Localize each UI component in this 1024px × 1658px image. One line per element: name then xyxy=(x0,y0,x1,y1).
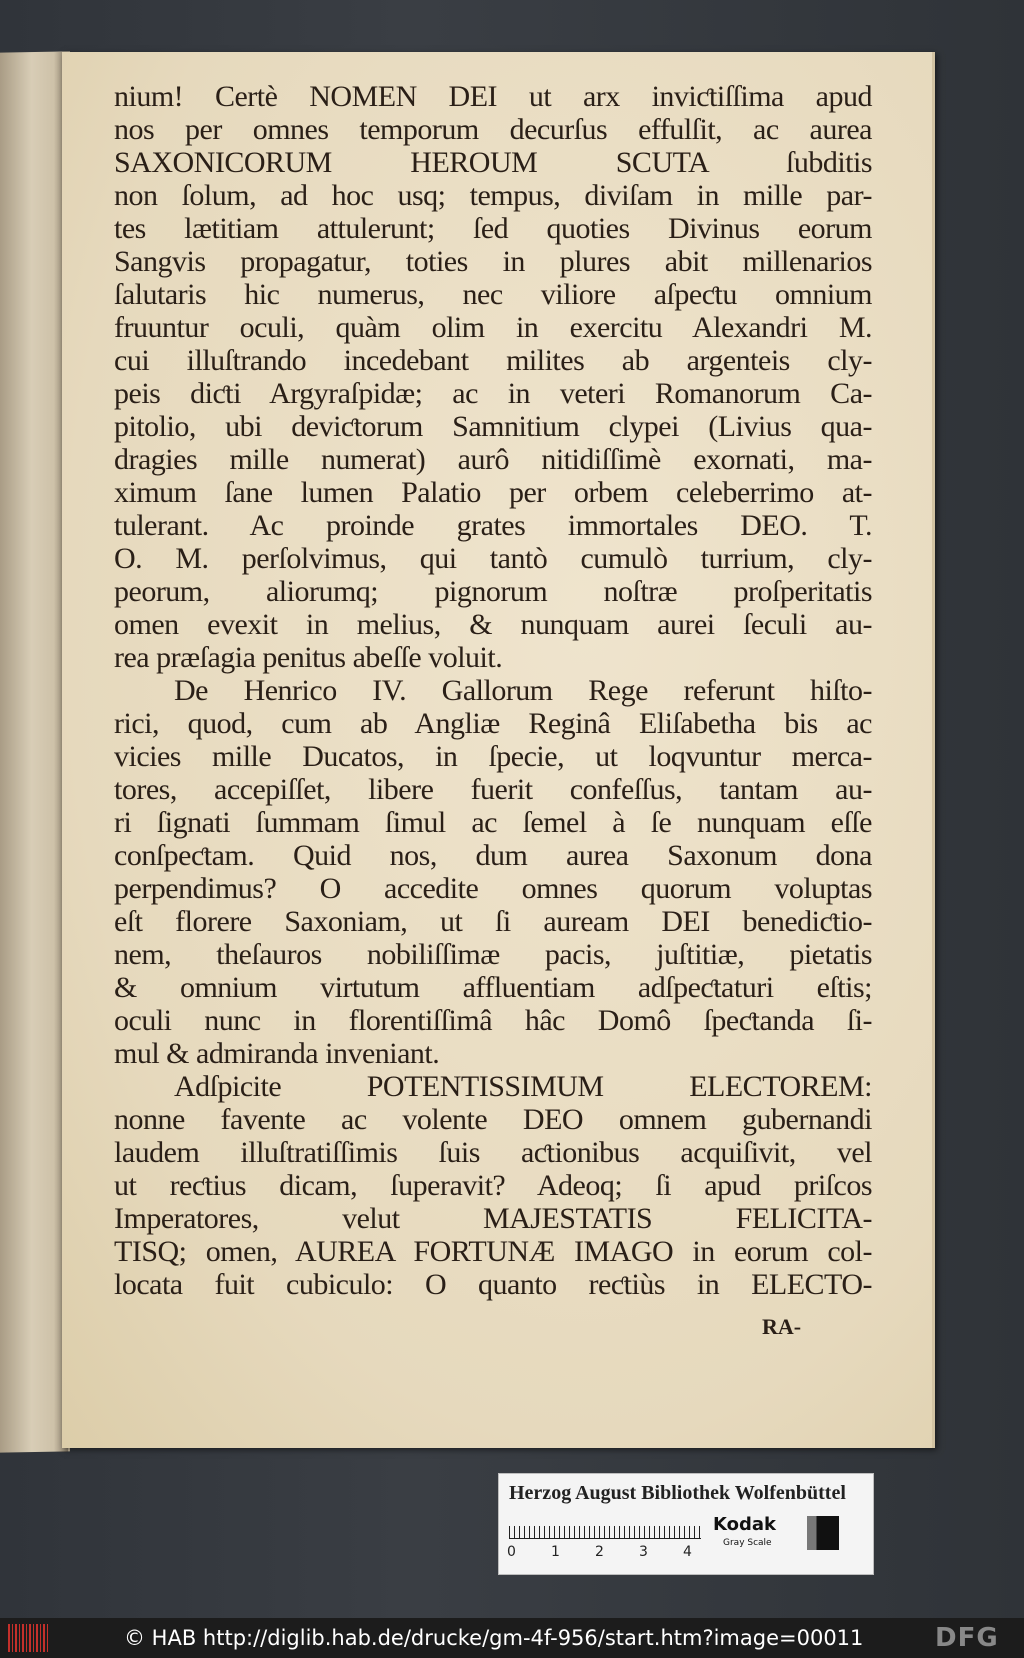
ruler-tick-label: 4 xyxy=(683,1544,692,1560)
text-line: vicies mille Ducatos, in ſpecie, ut loqvuntur merca- xyxy=(114,740,872,773)
text-line: perpendimus? O accedite omnes quorum voluptas xyxy=(114,872,872,905)
kodak-brand: Kodak xyxy=(713,1514,776,1535)
text-line: nos per omnes temporum decurſus effulſit, ac aurea xyxy=(114,113,872,146)
text-line: nem, theſauros nobiliſſimæ pacis, juſtitiæ, pietatis xyxy=(114,938,872,971)
text-line: eſt florere Saxoniam, ut ſi auream DEI benediƈtio- xyxy=(114,905,872,938)
library-color-card xyxy=(498,1473,874,1575)
footer-copyright-link[interactable]: © HAB http://diglib.hab.de/drucke/gm-4f-956/start.htm?image=00011 xyxy=(124,1626,864,1650)
text-line: nium! Certè NOMEN DEI ut arx inviƈtiſſima apud xyxy=(114,80,872,113)
ruler-tick-label: 3 xyxy=(639,1544,648,1560)
text-line: nonne favente ac volente DEO omnem gubernandi xyxy=(114,1103,872,1136)
text-line: laudem illuſtratiſſimis ſuis aƈtionibus acquiſivit, vel xyxy=(114,1136,872,1169)
dfg-logo: DFG xyxy=(935,1623,999,1653)
text-line: SAXONICORUM HEROUM SCUTA ſubditis xyxy=(114,146,872,179)
text-line: tes lætitiam attulerunt; ſed quoties Divinus eorum xyxy=(114,212,872,245)
text-line: non ſolum, ad hoc usq; tempus, diviſam in mille par- xyxy=(114,179,872,212)
text-line: mul & admiranda inveniant. xyxy=(114,1037,440,1070)
text-line: tores, accepiſſet, libere fuerit confeſſus, tantam au- xyxy=(114,773,872,806)
footer-bar xyxy=(0,1618,1024,1658)
text-line: Imperatores, velut MAJESTATIS FELICITA- xyxy=(114,1202,872,1235)
text-line: peorum, aliorumq; pignorum noſtræ proſperitatis xyxy=(114,575,872,608)
gray-swatch xyxy=(807,1516,839,1550)
text-line: rici, quod, cum ab Angliæ Reginâ Eliſabetha bis ac xyxy=(114,707,872,740)
ruler-tick-label: 0 xyxy=(507,1544,516,1560)
text-line: tulerant. Ac proinde grates immortales DEO. T. xyxy=(114,509,872,542)
text-line: omen evexit in melius, & nunquam aurei ſeculi au- xyxy=(114,608,872,641)
grayscale-label: Gray Scale xyxy=(723,1538,772,1548)
text-line: ximum ſane lumen Palatio per orbem celeberrimo at- xyxy=(114,476,872,509)
text-line: ut reƈtius dicam, ſuperavit? Adeoq; ſi apud priſcos xyxy=(114,1169,872,1202)
text-line: locata fuit cubiculo: O quanto reƈtiùs in ELECTO- xyxy=(114,1268,872,1301)
text-line: dragies mille numerat) aurô nitidiſſimè exornati, ma- xyxy=(114,443,872,476)
text-line: rea præſagia penitus abeſſe voluit. xyxy=(114,641,503,674)
text-line: ſalutaris hic numerus, nec viliore aſpeƈtu omnium xyxy=(114,278,872,311)
barcode-icon xyxy=(8,1624,48,1652)
text-line: & omnium virtutum affluentiam adſpeƈtaturi eſtis; xyxy=(114,971,872,1004)
page-text xyxy=(114,80,872,1301)
text-line: conſpeƈtam. Quid nos, dum aurea Saxonum dona xyxy=(114,839,872,872)
text-line: peis diƈti Argyraſpidæ; ac in veteri Romanorum Ca- xyxy=(114,377,872,410)
text-line: oculi nunc in florentiſſimâ hâc Domô ſpeƈtanda ſi- xyxy=(114,1004,872,1037)
text-line: fruuntur oculi, quàm olim in exercitu Alexandri M. xyxy=(114,311,872,344)
book-page xyxy=(62,52,935,1448)
text-line: ri ſignati ſummam ſimul ac ſemel à ſe nunquam eſſe xyxy=(114,806,872,839)
catchword: RA- xyxy=(762,1314,802,1339)
text-line: pitolio, ubi deviƈtorum Samnitium clypei (Livius qua- xyxy=(114,410,872,443)
text-line: O. M. perſolvimus, qui tantò cumulò turrium, cly- xyxy=(114,542,872,575)
text-line: Adſpicite POTENTISSIMUM ELECTOREM: xyxy=(174,1070,872,1103)
scale-ruler xyxy=(509,1516,701,1539)
text-line: TISQ; omen, AUREA FORTUNÆ IMAGO in eorum col- xyxy=(114,1235,872,1268)
ruler-tick-label: 2 xyxy=(595,1544,604,1560)
ruler-tick-label: 1 xyxy=(551,1544,560,1560)
library-name: Herzog August Bibliothek Wolfenbüttel xyxy=(509,1482,846,1504)
text-line: cui illuſtrando incedebant milites ab argenteis cly- xyxy=(114,344,872,377)
text-line: Sangvis propagatur, toties in plures abit millenarios xyxy=(114,245,872,278)
text-line: De Henrico IV. Gallorum Rege referunt hiſto- xyxy=(174,674,872,707)
